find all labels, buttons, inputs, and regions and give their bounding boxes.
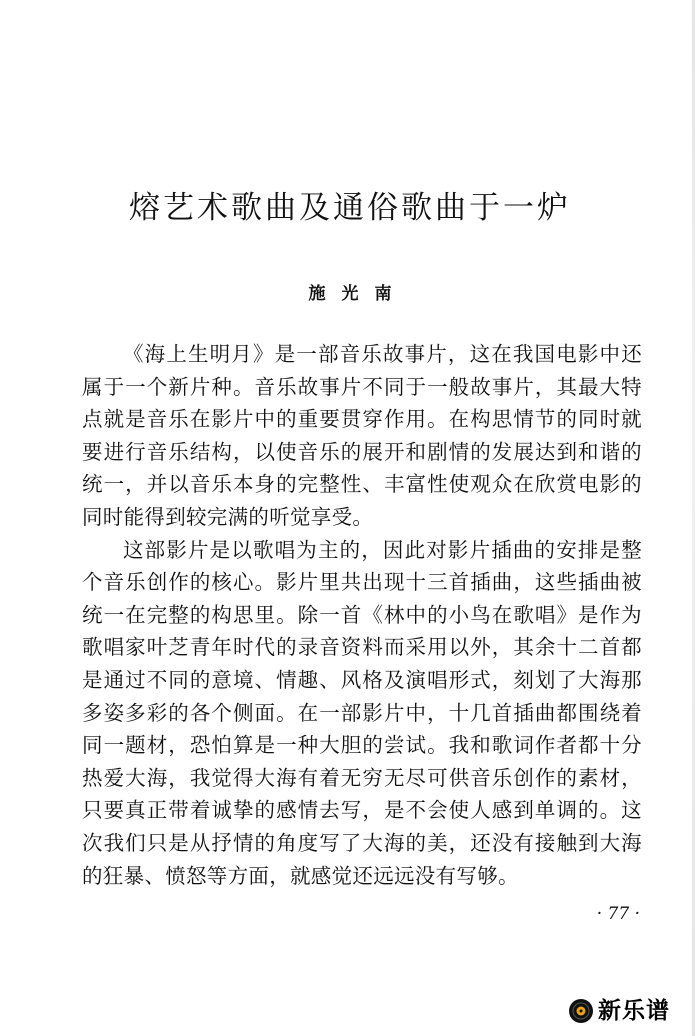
scan-edge-shadow — [692, 0, 695, 1036]
paragraph-1: 《海上生明月》是一部音乐故事片，这在我国电影中还属于一个新片种。音乐故事片不同于一般故事片，其最大特点就是音乐在影片中的重要贯穿作用。在构思情节的同时就要进行音乐结构，以使音乐的展开和剧情的发展达到和谐的统一，并以音乐本身的完整性、丰富性使观众在欣赏电影的同时能得到较完满的听觉享受。 — [82, 342, 642, 529]
paragraph-2: 这部影片是以歌唱为主的，因此对影片插曲的安排是整个音乐创作的核心。影片里共出现十三首插曲，这些插曲被统一在完整的构思里。除一首《林中的小鸟在歌唱》是作为歌唱家叶芝青年时代的录音资料而采用以外，其余十二首都是通过不同的意境、情趣、风格及演唱形式，刻划了大海那多姿多彩的各个侧面。在一部影片中，十几首插曲都围绕着同一题材，恐怕算是一种大胆的尝试。我和歌词作者都十分热爱大海，我觉得大海有着无穷无尽可供音乐创作的素材，只要真正带着诚挚的感情去写，是不会使人感到单调的。这次我们只是从抒情的角度写了大海的美，还没有接触到大海的狂暴、愤怒等方面，就感觉还远远没有写够。 — [82, 537, 642, 888]
author-name: 施光南 — [308, 284, 408, 304]
music-disc-icon — [568, 998, 594, 1024]
page-number: · 77 · — [596, 904, 640, 924]
watermark-text: 新乐谱 — [598, 998, 670, 1024]
article-title: 熔艺术歌曲及通俗歌曲于一炉 — [129, 190, 571, 226]
article-body — [82, 338, 642, 892]
watermark-logo — [568, 996, 670, 1026]
